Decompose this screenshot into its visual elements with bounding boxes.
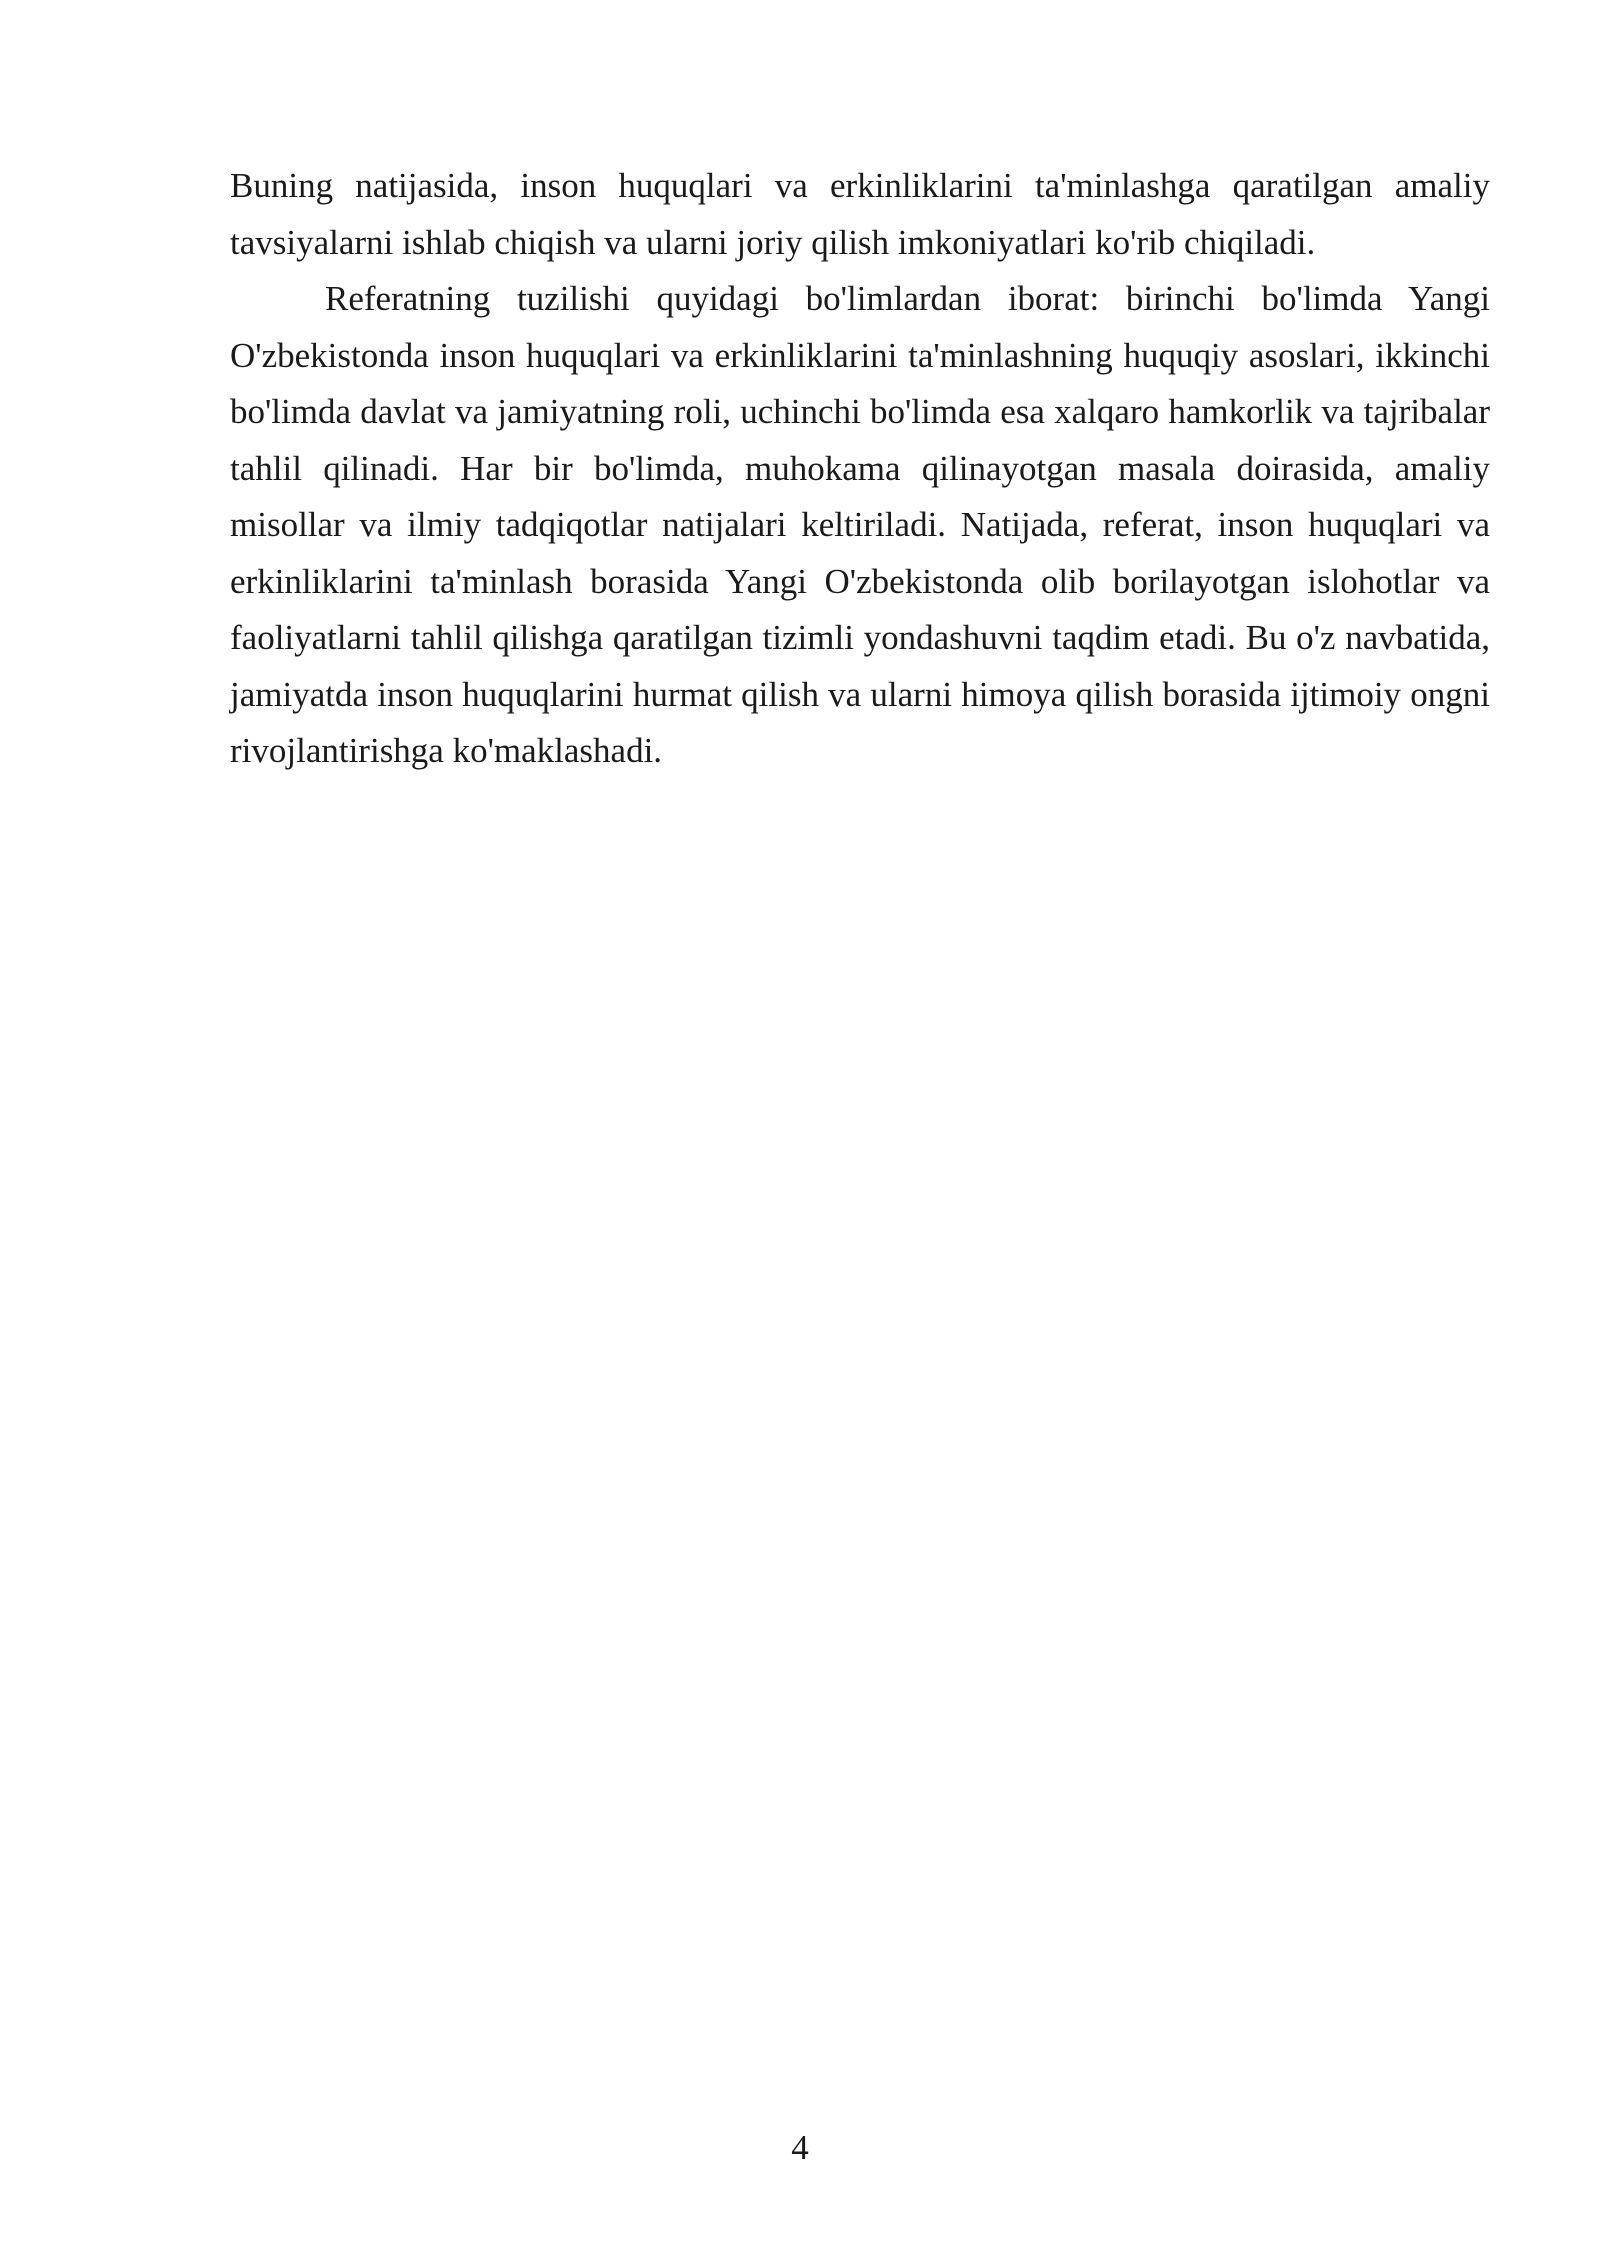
page-number: 4 bbox=[791, 2128, 809, 2167]
paragraph-intro-continuation: Buning natijasida, inson huquqlari va erkinliklarini ta'minlashga qaratilgan amaliy tavsiyalarni ishlab chiqish va ularni joriy qilish imkoniyatlari ko'rib chiqiladi. bbox=[230, 166, 1490, 262]
body-text bbox=[230, 158, 1490, 780]
paragraph-structure: Referatning tuzilishi quyidagi bo'limlardan iborat: birinchi bo'limda Yangi O'zbekistonda inson huquqlari va erkinliklarini ta'minlashning huquqiy asoslari, ikkinchi bo'limda davlat va jamiyatning roli, uchinchi bo'limda esa xalqaro hamkorlik va tajribalar tahlil qilinadi. Har bir bo'limda, muhokama qilinayotgan masala doirasida, amaliy misollar va ilmiy tadqiqotlar natijalari keltiriladi. Natijada, referat, inson huquqlari va erkinliklarini ta'minlash borasida Yangi O'zbekistonda olib borilayotgan islohotlar va faoliyatlarni tahlil qilishga qaratilgan tizimli yondashuvni taqdim etadi. Bu o'z navbatida, jamiyatda inson huquqlarini hurmat qilish va ularni himoya qilish borasida ijtimoiy ongni rivojlantirishga ko'maklashadi. bbox=[230, 279, 1490, 770]
